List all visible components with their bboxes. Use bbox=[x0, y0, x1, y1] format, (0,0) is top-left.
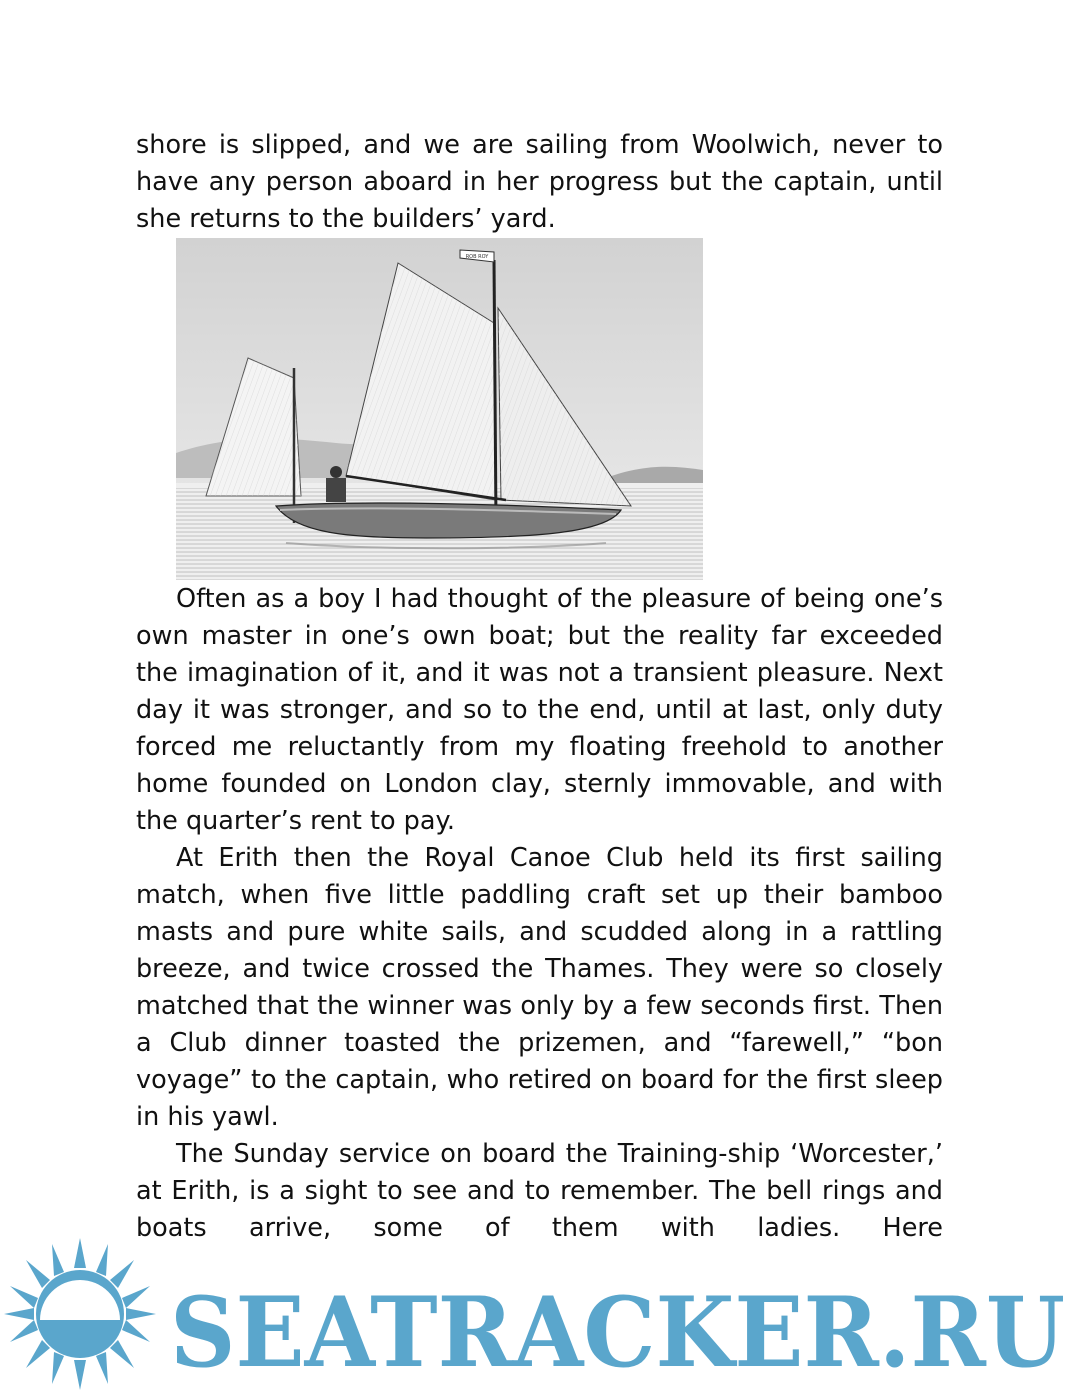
sun-logo-icon bbox=[4, 1238, 156, 1390]
watermark-text: SEATRACKER.RU bbox=[170, 1276, 1065, 1389]
paragraph-2: At Erith then the Royal Canoe Club held its first sailing match, when five little paddling craft set up their bamboo masts and pure white sails, and scudded along in a rattling breeze, and twice crossed the Thames. They were so closely matched that the winner was only by a few seconds first. Then a Club dinner toasted the prizemen, and “farewell,” “bon voyage” to the captain, who retired on board for the first sleep in his yawl. bbox=[136, 843, 943, 1132]
top-paragraph: shore is slipped, and we are sailing from Woolwich, never to have any person aboard in her progress but the captain, until she returns to the builders’ yard. bbox=[136, 130, 943, 234]
body-text bbox=[136, 581, 943, 1247]
seatracker-watermark bbox=[0, 1238, 1080, 1397]
paragraph-3: The Sunday service on board the Training-ship ‘Worcester,’ at Erith, is a sight to see and to remember. The bell rings and boats arrive, some of them with ladies. Here bbox=[136, 1139, 943, 1243]
paragraph-1: Often as a boy I had thought of the pleasure of being one’s own master in one’s own boat; but the reality far exceeded the imagination of it, and it was not a transient pleasure. Next day it was stronger, and so to the end, until at last, only duty forced me reluctantly from my floating freehold to another home founded on London clay, sternly immovable, and with the quarter’s rent to pay. bbox=[136, 584, 943, 836]
yawl-illustration bbox=[176, 238, 703, 580]
pennant-text: ROB ROY bbox=[465, 254, 489, 260]
